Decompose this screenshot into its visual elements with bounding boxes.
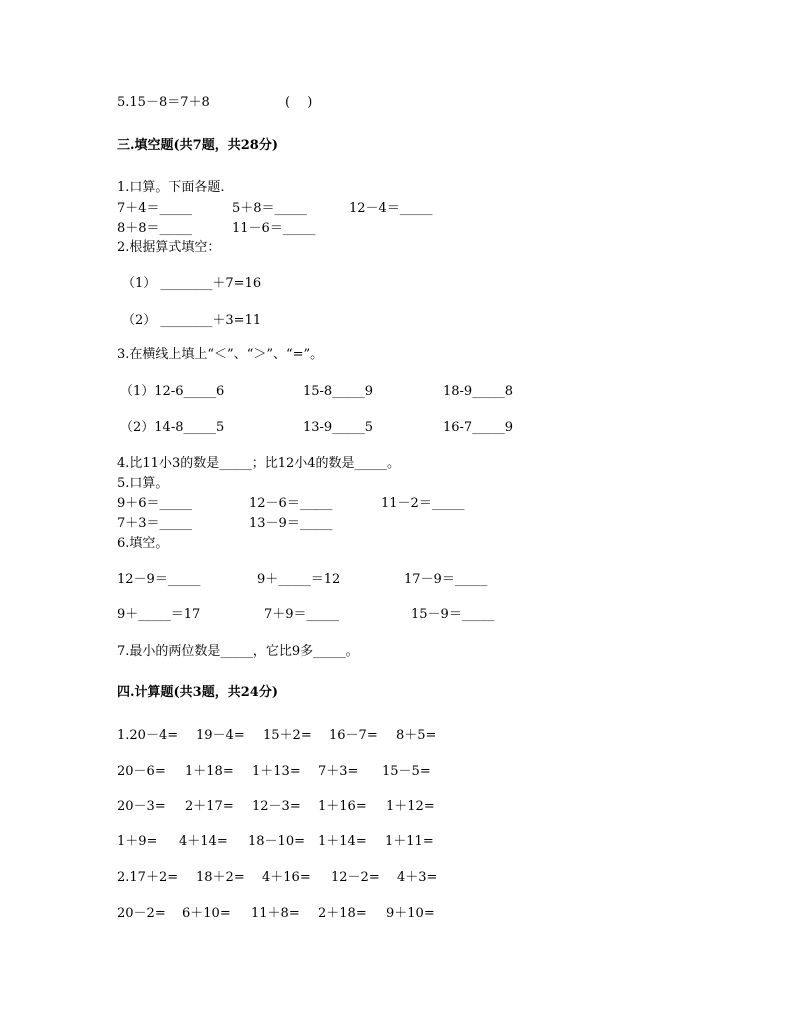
question-4 — [0, 454, 794, 474]
calc-item: 1＋13= — [252, 764, 301, 779]
blank-item: （2）14-8_____5 — [120, 420, 225, 435]
calc-item: 1＋9= — [117, 834, 158, 849]
question-1-row-1 — [0, 199, 794, 219]
calc-item: 18＋2= — [196, 870, 245, 885]
calc-item: 18－10= — [248, 834, 305, 849]
calc-item: 6＋10= — [182, 906, 231, 921]
blank-item: 17－9＝_____ — [404, 572, 488, 587]
blank-item: 11－2＝_____ — [381, 496, 465, 511]
blank-item: 5＋8＝_____ — [232, 201, 308, 216]
blank-item: （2） ________＋3=11 — [122, 313, 262, 328]
question-title: 1.口算。下面各题. — [117, 180, 225, 195]
calc-item: 4＋3= — [397, 870, 438, 885]
calc-row-2 — [0, 762, 794, 782]
blank-item: 13-9_____5 — [303, 420, 373, 435]
blank-item: 7＋9＝_____ — [264, 607, 340, 622]
question-3-row-2 — [0, 418, 794, 438]
question-text: 7.最小的两位数是_____，它比9多_____。 — [117, 644, 359, 659]
blank-item: 12－9＝_____ — [117, 572, 201, 587]
blank-item: 13－9＝_____ — [249, 516, 333, 531]
blank-item: 9＋6＝_____ — [117, 496, 193, 511]
blank-item: （1）12-6_____6 — [120, 384, 225, 399]
question-3-title — [0, 345, 794, 365]
calc-item: 1＋14= — [318, 834, 367, 849]
blank-item: 12－4＝_____ — [349, 201, 433, 216]
calc-item: 15＋2= — [263, 728, 312, 743]
calc-item: 1＋18= — [185, 764, 234, 779]
question-1-row-2 — [0, 219, 794, 239]
calc-item: 2＋18= — [318, 906, 367, 921]
question-6-title — [0, 534, 794, 554]
calc-row-1 — [0, 726, 794, 746]
answer-parentheses: ( ) — [285, 95, 313, 110]
question-text: 5.15－8＝7＋8 — [117, 95, 210, 110]
question-5-row-1 — [0, 494, 794, 514]
blank-item: 15－9＝_____ — [411, 607, 495, 622]
calc-item: 12－2= — [331, 870, 380, 885]
blank-item: 11－6＝_____ — [232, 221, 316, 236]
calc-item: 9＋10= — [386, 906, 435, 921]
question-2-line-1 — [0, 274, 794, 294]
blank-item: 12－6＝_____ — [249, 496, 333, 511]
question-7 — [0, 642, 794, 662]
calc-item: 1.20－4= — [117, 728, 179, 743]
calc-item: 12－3= — [252, 799, 301, 814]
calc-row-6 — [0, 904, 794, 924]
blank-item: 7＋3＝_____ — [117, 516, 193, 531]
true-false-item-5 — [0, 93, 794, 113]
calc-item: 16－7= — [329, 728, 378, 743]
calc-item: 7＋3= — [318, 764, 359, 779]
calc-item: 4＋16= — [262, 870, 311, 885]
calc-item: 8＋5= — [396, 728, 437, 743]
section-title: 三.填空题(共7题，共28分) — [117, 138, 278, 153]
question-6-row-1 — [0, 570, 794, 590]
blank-item: 16-7_____9 — [443, 420, 513, 435]
blank-item: 9＋_____＝17 — [117, 607, 201, 622]
blank-item: （1） ________＋7=16 — [122, 276, 262, 291]
question-6-row-2 — [0, 605, 794, 625]
section-title: 四.计算题(共3题，共24分) — [117, 685, 278, 700]
calc-item: 2.17＋2= — [117, 870, 179, 885]
calc-item: 15－5= — [382, 764, 431, 779]
calc-row-4 — [0, 832, 794, 852]
question-title: 5.口算。 — [117, 476, 169, 491]
calc-row-3 — [0, 797, 794, 817]
question-1-title — [0, 178, 794, 198]
blank-item: 15-8_____9 — [303, 384, 373, 399]
calc-item: 20－6= — [117, 764, 166, 779]
section-4-heading — [0, 683, 794, 703]
calc-item: 20－2= — [117, 906, 166, 921]
blank-item: 18-9_____8 — [443, 384, 513, 399]
question-title: 3.在横线上填上“＜”、“＞”、“=”。 — [117, 347, 324, 362]
blank-item: 9＋_____＝12 — [257, 572, 341, 587]
calc-item: 20－3= — [117, 799, 166, 814]
calc-item: 19－4= — [196, 728, 245, 743]
calc-item: 11＋8= — [251, 906, 300, 921]
question-2-title — [0, 238, 794, 258]
calc-item: 2＋17= — [185, 799, 234, 814]
section-3-heading — [0, 136, 794, 156]
blank-item: 8＋8＝_____ — [117, 221, 193, 236]
calc-item: 1＋16= — [318, 799, 367, 814]
question-title: 2.根据算式填空： — [117, 240, 221, 255]
question-5-row-2 — [0, 514, 794, 534]
blank-item: 7＋4＝_____ — [117, 201, 193, 216]
calc-row-5 — [0, 868, 794, 888]
calc-item: 4＋14= — [179, 834, 228, 849]
question-3-row-1 — [0, 382, 794, 402]
question-2-line-2 — [0, 311, 794, 331]
calc-item: 1＋12= — [386, 799, 435, 814]
question-text: 4.比11小3的数是_____；比12小4的数是_____。 — [117, 456, 401, 471]
question-5-title — [0, 474, 794, 494]
calc-item: 1＋11= — [385, 834, 434, 849]
question-title: 6.填空。 — [117, 536, 169, 551]
